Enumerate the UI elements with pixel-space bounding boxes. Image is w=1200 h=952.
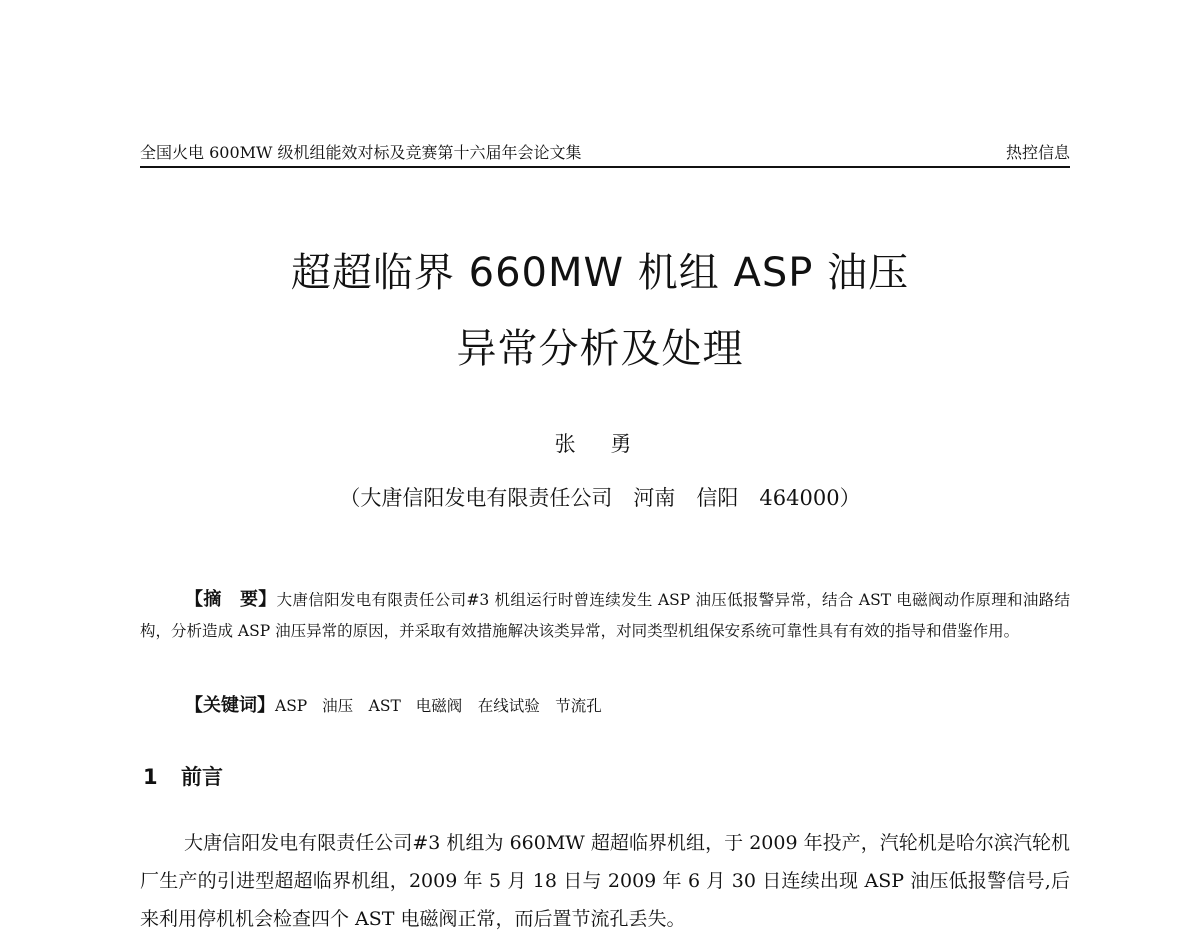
author-affiliation: （大唐信阳发电有限责任公司 河南 信阳 464000）	[339, 486, 861, 510]
running-header	[140, 140, 1070, 168]
section-title: 前言	[181, 765, 223, 789]
paper-title-line-1: 超超临界 660MW 机组 ASP 油压	[290, 250, 910, 296]
paper-title-line-2: 异常分析及处理	[456, 326, 744, 372]
body-paragraph: 大唐信阳发电有限责任公司#3 机组为 660MW 超超临界机组，于 2009 年投产，汽轮机是哈尔滨汽轮机厂生产的引进型超超临界机组，2009 年 5 月 18 日与 2009 年 6 月 30 日连续出现 ASP 油压低报警信号,后来利用停机机会检查四个 AST 电磁阀正常，而后置节流孔丢失。	[140, 832, 1070, 930]
abstract-text: 大唐信阳发电有限责任公司#3 机组运行时曾连续发生 ASP 油压低报警异常，结合 AST 电磁阀动作原理和油路结构，分析造成 ASP 油压异常的原因，并采取有效措施解决该类异常，对同类型机组保安系统可靠性具有有效的指导和借鉴作用。	[140, 591, 1071, 640]
author-name: 张 勇	[554, 432, 646, 456]
keywords	[185, 690, 602, 722]
header-section-name: 热控信息	[1005, 143, 1070, 162]
keywords-list: ASP 油压 AST 电磁阀 在线试验 节流孔	[275, 697, 602, 715]
section-heading	[143, 762, 223, 792]
header-proceedings-title: 全国火电 600MW 级机组能效对标及竞赛第十六届年会论文集	[140, 143, 582, 162]
abstract	[140, 584, 1070, 647]
abstract-label: 【摘 要】	[185, 589, 277, 610]
section-number: 1	[143, 765, 158, 789]
keywords-label: 【关键词】	[185, 695, 275, 716]
